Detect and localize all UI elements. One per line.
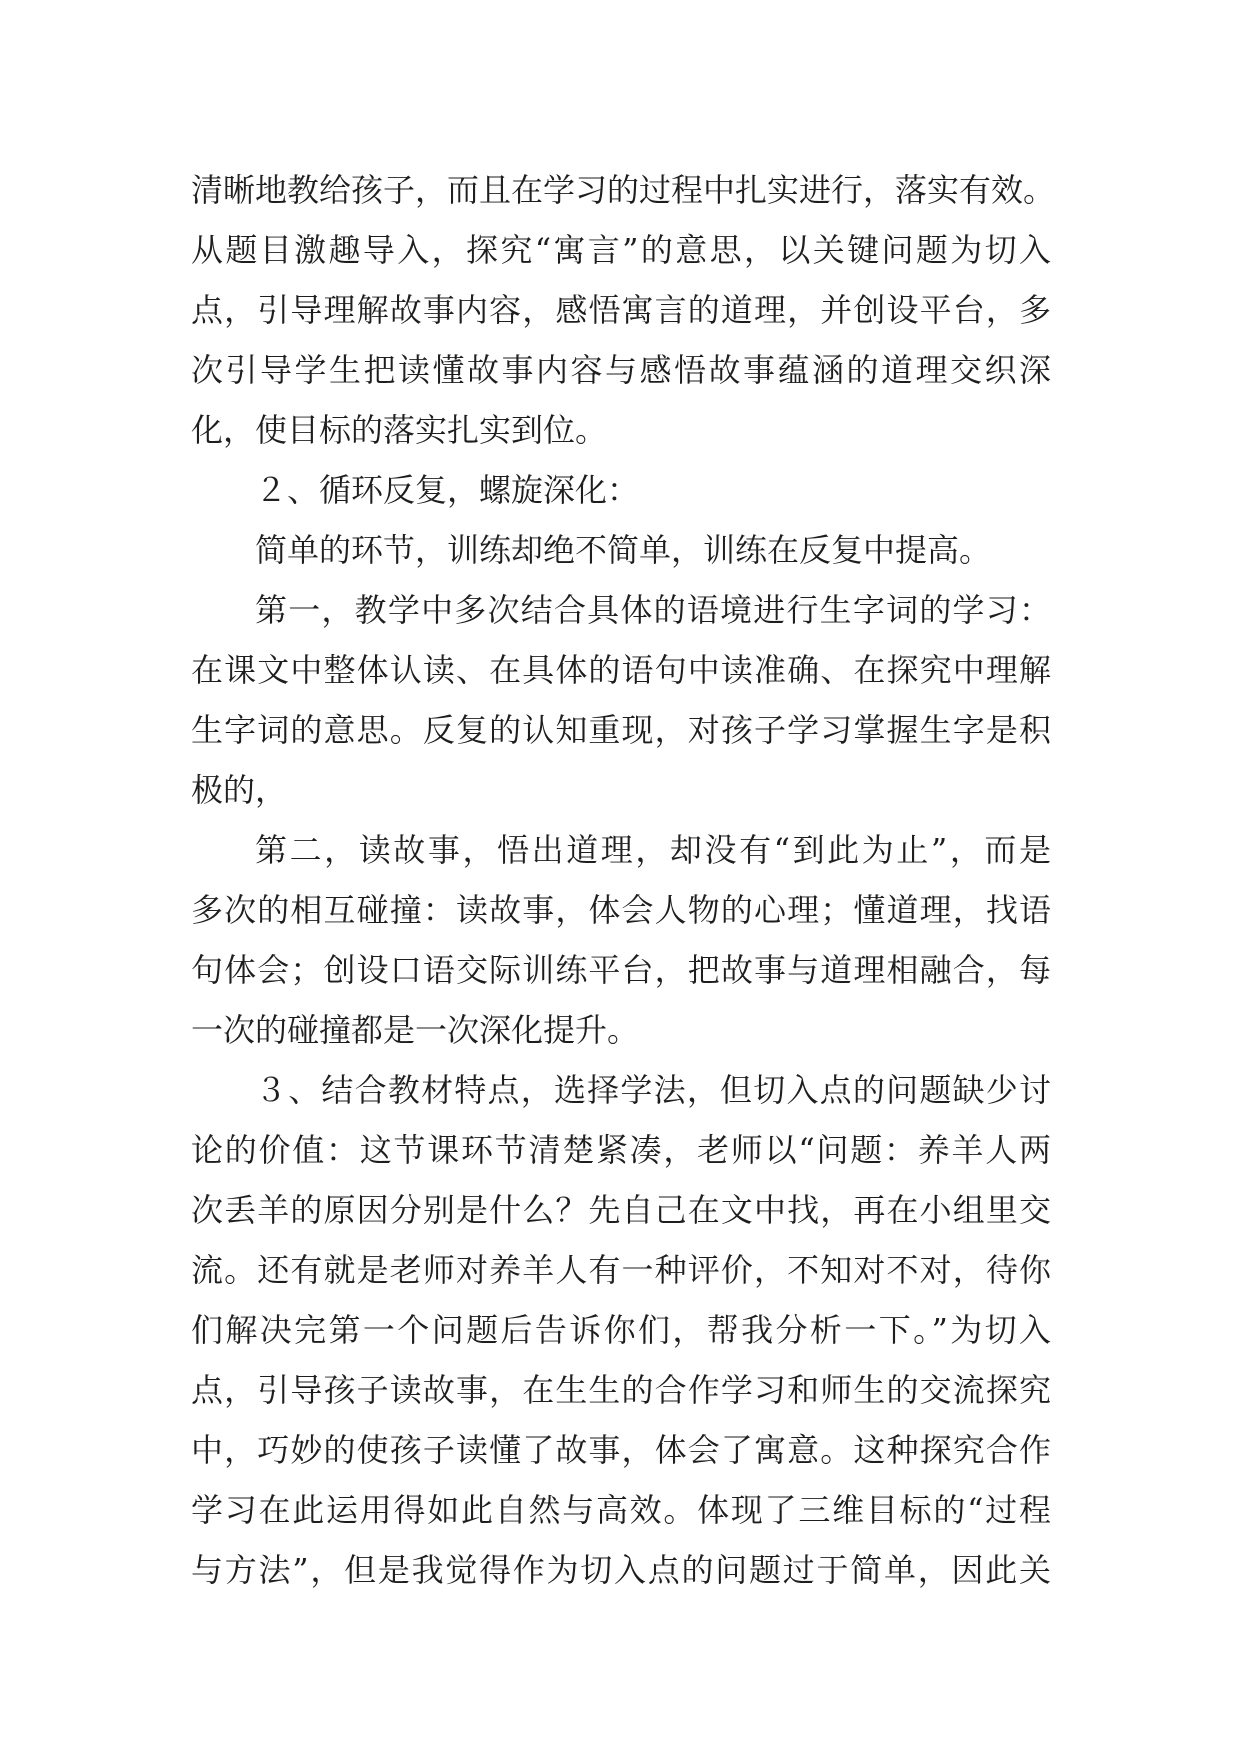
text-line: 点，引导理解故事内容，感悟寓言的道理，并创设平台，多 (191, 291, 1051, 329)
text-line: 清晰地教给孩子，而且在学习的过程中扎实进行，落实有效。 (191, 171, 1056, 209)
text-line: 从题目激趣导入，探究“寓言”的意思，以关键问题为切入 (191, 231, 1051, 269)
text-line: 化，使目标的落实扎实到位。 (191, 411, 608, 449)
text-line: 次引导学生把读懂故事内容与感悟故事蕴涵的道理交织深 (191, 351, 1051, 389)
section-heading: ３、结合教材特点，选择学法，但切入点的问题缺少讨 (255, 1071, 1051, 1109)
section-heading: ２、循环反复，螺旋深化： (255, 471, 640, 509)
text-line: 学习在此运用得如此自然与高效。体现了三维目标的“过程 (191, 1491, 1051, 1529)
text-line: 第一，教学中多次结合具体的语境进行生字词的学习： (255, 591, 1051, 629)
text-line: 极的， (191, 771, 288, 809)
text-line: 论的价值：这节课环节清楚紧凑，老师以“问题：养羊人两 (191, 1131, 1051, 1169)
document-body (191, 160, 1056, 1600)
text-line: 中，巧妙的使孩子读懂了故事，体会了寓意。这种探究合作 (191, 1431, 1051, 1469)
text-line: 们解决完第一个问题后告诉你们，帮我分析一下。”为切入 (191, 1311, 1051, 1349)
text-line: 简单的环节，训练却绝不简单，训练在反复中提高。 (255, 531, 992, 569)
text-line: 第二，读故事，悟出道理，却没有“到此为止”，而是 (255, 831, 1051, 869)
text-line: 流。还有就是老师对养羊人有一种评价，不知对不对，待你 (191, 1251, 1051, 1289)
text-line: 生字词的意思。反复的认知重现，对孩子学习掌握生字是积 (191, 711, 1051, 749)
text-line: 与方法”，但是我觉得作为切入点的问题过于简单，因此关 (191, 1551, 1051, 1589)
text-line: 在课文中整体认读、在具体的语句中读准确、在探究中理解 (191, 651, 1051, 689)
text-line: 一次的碰撞都是一次深化提升。 (191, 1011, 640, 1049)
text-line: 点，引导孩子读故事，在生生的合作学习和师生的交流探究 (191, 1371, 1051, 1409)
text-line: 多次的相互碰撞：读故事，体会人物的心理；懂道理，找语 (191, 891, 1051, 929)
text-line: 句体会；创设口语交际训练平台，把故事与道理相融合，每 (191, 951, 1051, 989)
text-line: 次丢羊的原因分别是什么？先自己在文中找，再在小组里交 (191, 1191, 1051, 1229)
